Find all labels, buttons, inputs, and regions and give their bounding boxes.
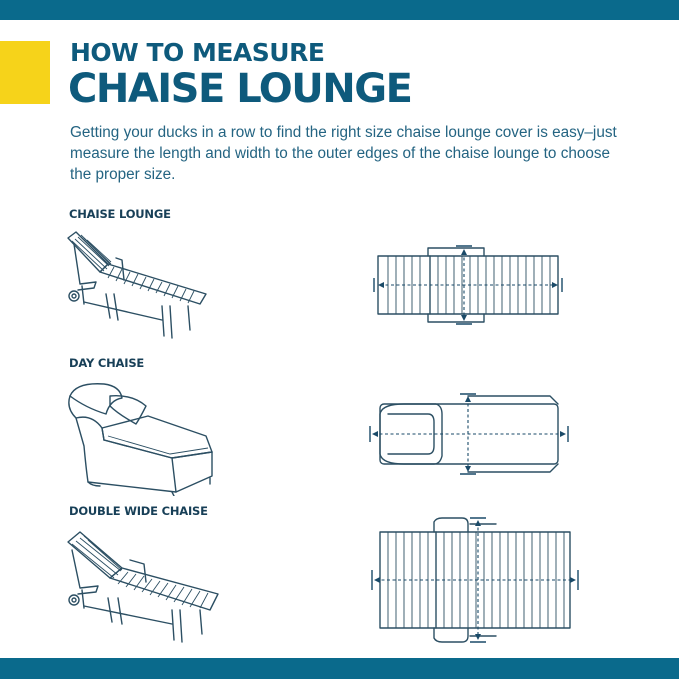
chaise-lounge-side-illustration (62, 224, 212, 344)
double-wide-chaise-side-illustration (62, 524, 222, 646)
section-label-day-chaise: DAY CHAISE (69, 356, 145, 370)
top-band (0, 0, 679, 20)
double-wide-chaise-top-diagram (366, 514, 582, 646)
day-chaise-side-illustration (62, 378, 222, 496)
bottom-band (0, 658, 679, 679)
section-label-double-wide-chaise: DOUBLE WIDE CHAISE (69, 504, 208, 518)
chaise-lounge-top-diagram (368, 240, 573, 330)
title-line-2: CHAISE LOUNGE (68, 66, 412, 112)
day-chaise-top-diagram (364, 390, 576, 480)
title-line-1: HOW TO MEASURE (70, 38, 325, 67)
intro-text: Getting your ducks in a row to find the right size chaise lounge cover is easy–just measure the length and width to the outer edges of the chaise lounge to choose the proper size. (70, 124, 617, 183)
accent-block (0, 41, 50, 104)
section-label-chaise-lounge: CHAISE LOUNGE (69, 207, 171, 221)
